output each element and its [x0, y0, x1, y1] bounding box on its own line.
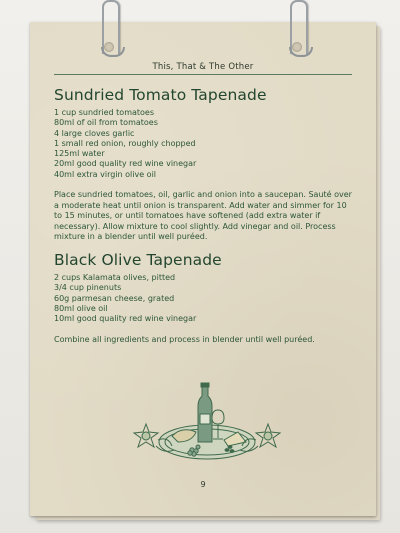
ingredient-item: 125ml water [54, 149, 105, 159]
ingredient-list [54, 273, 356, 324]
recipe-title: Sundried Tomato Tapenade [54, 86, 267, 104]
recipe-page [30, 22, 376, 516]
recipe-method: Place sundried tomatoes, oil, garlic and onion into a saucepan. Sauté over a moderate heat until onion is transparent. Add water and simmer for 10 to 15 minutes, or until tomatoes have softened (add extra water if necessary). Allow mixture to cool slightly. Add vinegar and oil. Process mixture in a blender until well puréed. [54, 190, 352, 242]
ingredient-item: 10ml good quality red wine vinegar [54, 314, 197, 324]
page-number: 9 [200, 480, 206, 489]
ingredient-item: 20ml good quality red wine vinegar [54, 159, 197, 169]
ingredient-item: 4 large cloves garlic [54, 128, 135, 138]
recipe-sundried-tomato [54, 86, 356, 243]
ingredient-item: 1 cup sundried tomatoes [54, 108, 155, 117]
running-header: This, That & The Other [152, 62, 254, 72]
ingredient-item: 60g parmesan cheese, grated [54, 293, 175, 303]
ingredient-item: 2 cups Kalamata olives, pitted [54, 273, 176, 283]
ingredient-list [54, 108, 356, 180]
ingredient-item: 1 small red onion, roughly chopped [54, 138, 196, 148]
header-divider [54, 74, 352, 75]
binder-ring-icon [102, 0, 120, 54]
recipe-method: Combine all ingredients and process in blender until well puréed. [54, 334, 315, 344]
recipe-content [54, 86, 356, 345]
wine-bottle-platter-illustration [132, 380, 282, 470]
ingredient-item: 80ml of oil from tomatoes [54, 118, 158, 128]
ingredient-item: 80ml olive oil [54, 303, 108, 313]
recipe-title: Black Olive Tapenade [54, 251, 222, 270]
ingredient-item: 3/4 cup pinenuts [54, 283, 122, 293]
binder-ring-icon [290, 0, 308, 54]
ingredient-item: 40ml extra virgin olive oil [54, 169, 157, 179]
recipe-black-olive [54, 251, 356, 345]
